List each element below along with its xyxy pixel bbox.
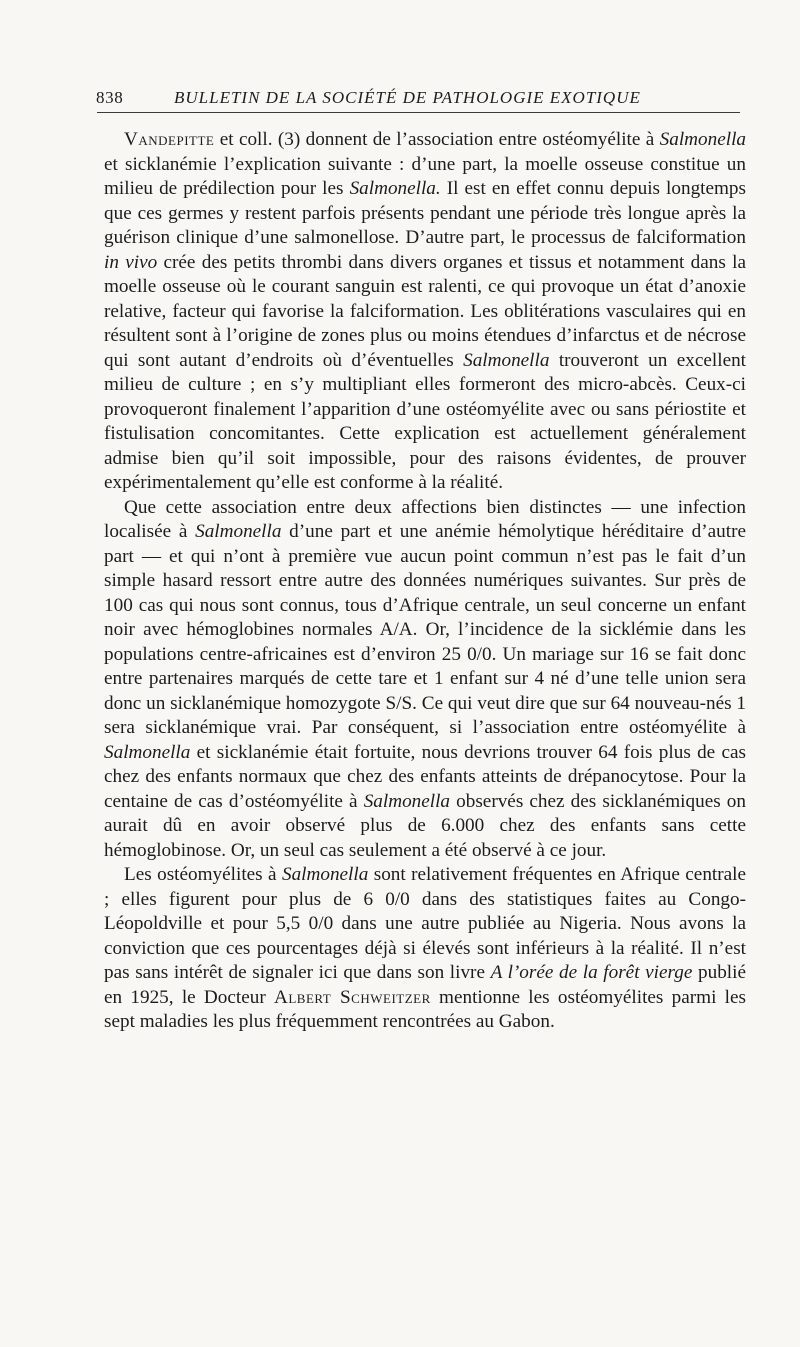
text-run: et coll. (3) donnent de l’association entre ostéomyélite à — [214, 129, 660, 150]
article-body — [104, 128, 746, 1035]
header-rule — [97, 112, 740, 113]
italic-term: Salmonella — [281, 864, 369, 885]
author-name: Vandepitte — [124, 129, 215, 150]
text-run: observés chez des sicklanémiques on aurait dû en avoir observé plus de 6.000 chez des enfants sans cette hémoglobinose. Or, un seul cas seulement a été observé à ce jour. — [104, 790, 746, 861]
text-run: trouveront un excellent milieu de culture ; en s’y multipliant elles formeront des micro-abcès. Ceux-ci provoqueront finalement l’apparition d’une ostéomyélite avec ou sans périostite et fistulisation concomitantes. Cette explication est actuellement généralement admise bien qu’il soit impossible, pour des raisons évidentes, de prouver expérimentalement qu’elle est conforme à la réalité. — [104, 349, 747, 493]
text-run: crée des petits thrombi dans divers organes et tissus et notamment dans la moelle osseuse où le courant sanguin est ralenti, ce qui provoque un état d’anoxie relative, facteur qui favorise la falciformation. Les oblitérations vasculaires qui en résultent sont à l’origine de zones plus ou moins étendues d’infarctus et de nécrose qui sont autant d’endroits où d’éventuelles — [104, 251, 746, 371]
paragraph-3 — [104, 863, 746, 1035]
italic-term: Salmonella — [195, 521, 282, 542]
page-header — [96, 84, 736, 112]
italic-term: Salmonella. — [349, 178, 441, 199]
text-run: et sicklanémie était fortuite, nous devrions trouver 64 fois plus de cas chez des enfants normaux que chez des enfants atteints de drépanocytose. Pour la centaine de cas d’ostéomyélite à — [104, 741, 746, 812]
page-number: 838 — [96, 88, 124, 107]
text-run: Les ostéomyélites à — [124, 864, 282, 885]
paragraph-2 — [104, 496, 746, 864]
italic-term: Salmonella — [363, 790, 451, 812]
text-run: sont relativement fréquentes en Afrique centrale ; elles figurent pour plus de 6 0/0 dans des statistiques faites au Congo-Léopoldville et pour 5,5 0/0 dans une autre publiée au Nigeria. Nous avons la conviction que ces pourcentages déjà si élevés sont inférieurs à la réalité. Il n’est pas sans intérêt de signaler ici que dans son livre — [104, 864, 746, 983]
italic-term: Salmonella — [104, 741, 191, 763]
running-title: BULLETIN DE LA SOCIÉTÉ DE PATHOLOGIE EXOTIQUE — [174, 88, 641, 107]
italic-term: in vivo — [104, 251, 158, 273]
italic-term: Salmonella — [659, 129, 746, 150]
text-run: mentionne les ostéomyélites parmi les sept maladies les plus fréquemment rencontrées au Gabon. — [104, 986, 746, 1032]
text-run: et sicklanémie l’explication suivante : d’une part, la moelle osseuse constitue un milieu de prédilection pour les — [104, 153, 746, 199]
paragraph-1 — [104, 128, 746, 496]
text-run: publié en 1925, le Docteur — [104, 962, 746, 1008]
text-run: Que cette association entre deux affections bien distinctes — une infection localisée à — [104, 496, 746, 542]
text-run: Il est en effet connu depuis longtemps que ces germes y restent parfois présents pendant une période très longue après la guérison clinique d’une salmonellose. D’autre part, le processus de falciformation — [104, 178, 746, 248]
text-run: d’une part et une anémie hémolytique héréditaire d’autre part — et qui n’ont à première vue aucun point commun n’est pas le fait d’un simple hasard ressort entre autre des données numériques suivantes. Sur près de 100 cas qui nous sont connus, tous d’Afrique centrale, un seul concerne un enfant noir avec hémoglobines normales A/A. Or, l’incidence de la sicklémie dans les populations centre-africaines est d’environ 25 0/0. Un mariage sur 16 se fait donc entre partenaires marqués de cette tare et 1 enfant sur 4 né d’une telle union sera donc un sicklanémique homozygote S/S. Ce qui veut dire que sur 64 nouveau-nés 1 sera sicklanémique vrai. Par conséquent, si l’association entre ostéomyélite à — [104, 521, 746, 738]
book-title: A l’orée de la forêt vierge — [490, 962, 693, 983]
author-name: Albert Schweitzer — [274, 986, 431, 1008]
italic-term: Salmonella — [463, 349, 550, 371]
